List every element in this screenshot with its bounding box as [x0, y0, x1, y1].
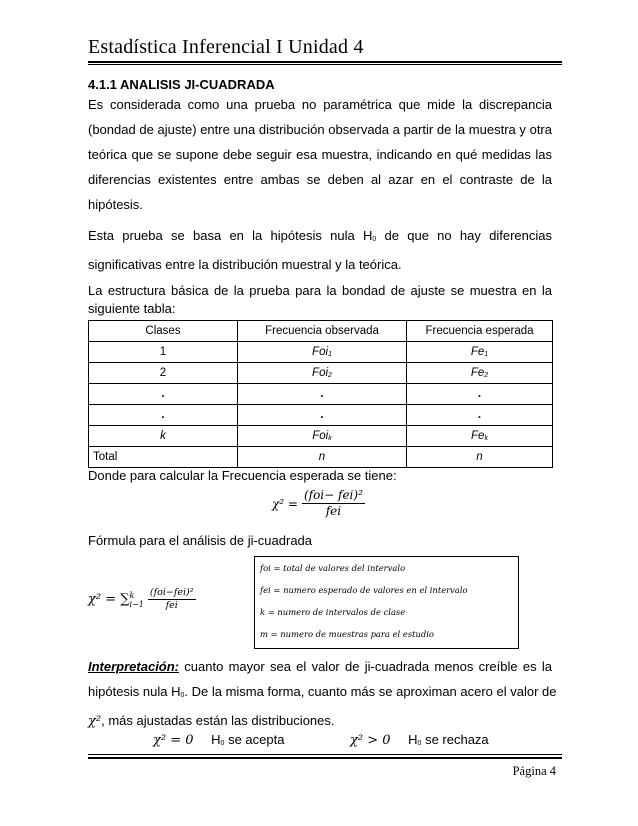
- cell-obs: Foi$_2$: [238, 363, 407, 384]
- reject-formula: χ² > 0: [350, 733, 391, 748]
- header-clases: Clases: [89, 321, 238, 342]
- formula-chi-square: [88, 587, 196, 612]
- header-observada: Frecuencia observada: [238, 321, 407, 342]
- cell-esp: $Fe_k$: [407, 426, 553, 447]
- para1-line: teórica que se supone debe seguir esa muestra, indicando en qué medidas las: [88, 147, 552, 162]
- formula2-sub: i−1: [129, 599, 144, 609]
- page-header-title: Estadística Inferencial I Unidad 4: [88, 36, 364, 58]
- paragraph-table-intro: [88, 282, 552, 318]
- paragraph-hypothesis: [88, 223, 552, 277]
- cell-total-label: Total: [89, 447, 238, 468]
- cell-obs: Foi$_1$: [238, 342, 407, 363]
- footer-rule: [88, 757, 562, 759]
- formula2-limits: [130, 591, 144, 609]
- interpretation-label: Interpretación:: [88, 659, 180, 674]
- cell-clase: .: [89, 384, 238, 405]
- header-rule: [88, 61, 562, 63]
- table-row: [89, 426, 553, 447]
- cell-clase: 1: [89, 342, 238, 363]
- para1-line: hipótesis.: [88, 197, 143, 212]
- accept-text: $H_0$ se acepta: [211, 732, 285, 747]
- table-total-row: [89, 447, 553, 468]
- formula1-lhs: χ² =: [272, 496, 298, 511]
- definition-foi: foi = total de valores del intervalo: [260, 563, 406, 573]
- decision-accept: [153, 732, 284, 748]
- cell-esp: $Fe_1$: [407, 342, 553, 363]
- cell-total-esp: n: [407, 447, 553, 468]
- formula-expected: [272, 488, 365, 519]
- header-rule-thin: [88, 64, 562, 65]
- footer-rule-thin: [88, 754, 562, 755]
- definition-fei: fei = numero esperado de valores en el intervalo: [260, 585, 468, 595]
- formula2-numerator: (foi−fei)²: [149, 587, 194, 598]
- formula1-denominator: fei: [325, 504, 342, 518]
- formula2-denominator: fei: [165, 600, 178, 611]
- cell-obs: .: [238, 405, 407, 426]
- table-row: [89, 384, 553, 405]
- definition-k: k = numero de intervalos de clase: [260, 607, 406, 617]
- expected-intro: Donde para calcular la Frecuencia esperada se tiene:: [88, 468, 397, 483]
- cell-obs: Foi$_k$: [238, 426, 407, 447]
- para3-line: La estructura básica de la prueba para la bondad de ajuste se muestra en la: [88, 283, 552, 298]
- formula-intro: Fórmula para el análisis de ji-cuadrada: [88, 533, 313, 548]
- formula2-sup: k: [129, 590, 135, 600]
- cell-esp: $Fe_2$: [407, 363, 553, 384]
- para2-line2: significativas entre la distribución muestral y la teórica.: [88, 257, 402, 272]
- cell-total-obs: n: [238, 447, 407, 468]
- table-row: [89, 405, 553, 426]
- interp-line3: χ², más ajustadas están las distribuciones.: [88, 713, 335, 729]
- cell-clase: .: [89, 405, 238, 426]
- frequency-table: [88, 320, 553, 468]
- cell-esp: .: [407, 405, 553, 426]
- para1-line: Es considerada como una prueba no paramétrica que mide la discrepancia: [88, 97, 552, 112]
- cell-obs: .: [238, 384, 407, 405]
- page-number: Página 4: [512, 764, 556, 778]
- paragraph-definition: [88, 92, 552, 217]
- para2-line1: Esta prueba se basa en la hipótesis nula $H_0$ de que no hay diferencias: [88, 228, 552, 243]
- section-title: 4.1.1 ANALISIS JI-CUADRADA: [88, 77, 275, 92]
- para3-line: siguiente tabla:: [88, 301, 176, 316]
- formula2-fraction: [148, 587, 196, 612]
- interp-line1: Interpretación: cuanto mayor sea el valor de ji-cuadrada menos creíble es la: [88, 659, 552, 674]
- table-header-row: [89, 321, 553, 342]
- formula1-numerator: (foi− fei)²: [303, 488, 363, 502]
- cell-esp: .: [407, 384, 553, 405]
- para1-line: diferencias existentes entre ambas se deben al azar en el contraste de la: [88, 172, 552, 187]
- decision-reject: [350, 732, 489, 748]
- cell-clase: 2: [89, 363, 238, 384]
- table-row: [89, 342, 553, 363]
- formula2-lhs: χ² = ∑: [88, 592, 130, 607]
- paragraph-interpretation: [88, 654, 557, 734]
- interp-line2: hipótesis nula $H_0$. De la misma forma, cuanto más se aproximan acero el valor de: [88, 684, 557, 699]
- cell-clase: k: [89, 426, 238, 447]
- definitions-box: [254, 556, 519, 649]
- formula1-fraction: [302, 488, 365, 519]
- accept-formula: χ² = 0: [153, 733, 194, 748]
- para1-line: (bondad de ajuste) entre una distribución observada a partir de la muestra y otra: [88, 122, 552, 137]
- reject-text: $H_0$ se rechaza: [408, 732, 489, 747]
- table-row: [89, 363, 553, 384]
- header-esperada: Frecuencia esperada: [407, 321, 553, 342]
- definition-m: m = numero de muestras para el estudio: [260, 629, 434, 639]
